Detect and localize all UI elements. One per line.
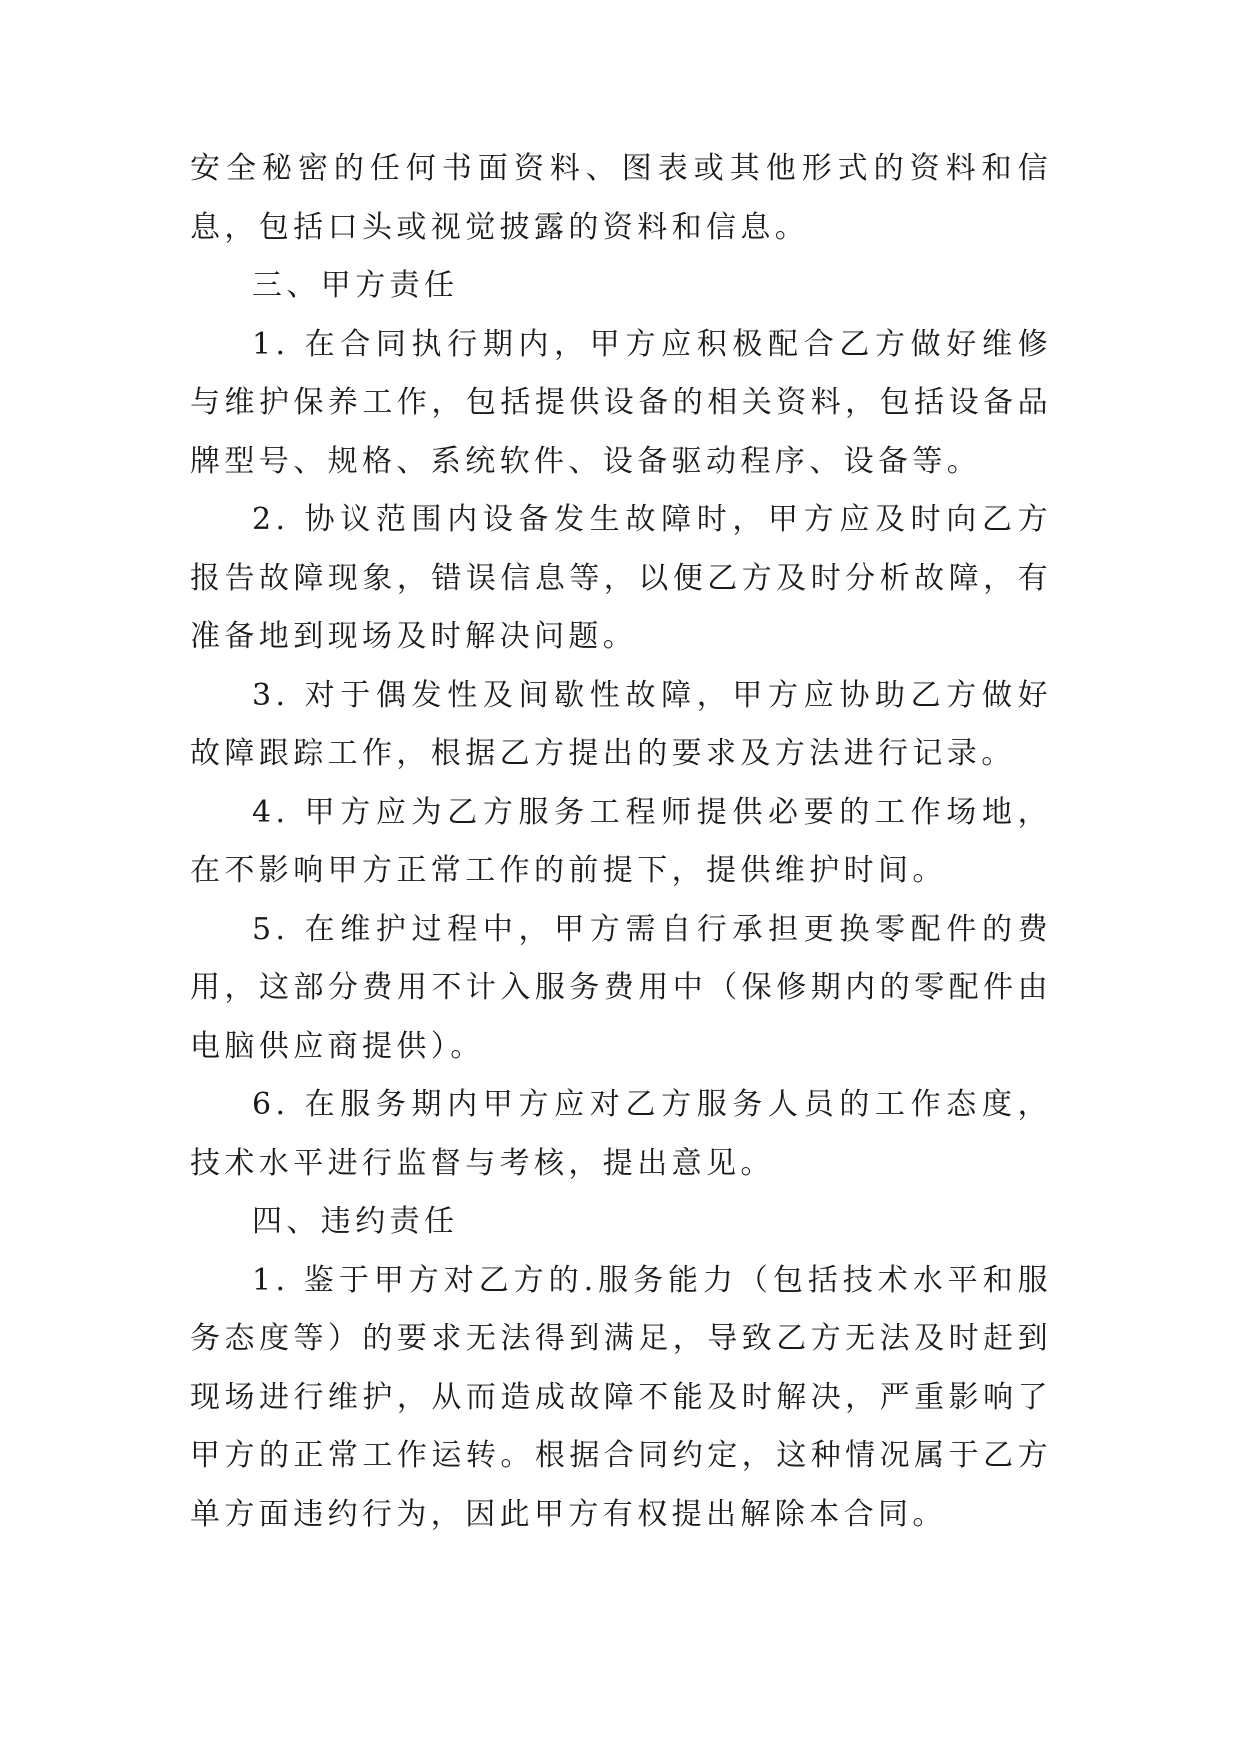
clause-3-6: 6. 在服务期内甲方应对乙方服务人员的工作态度，技术水平进行监督与考核，提出意见。 [190, 1087, 1052, 1181]
heading-breach-liability: 四、违约责任 [252, 1204, 459, 1239]
heading-party-a-responsibilities: 三、甲方责任 [252, 268, 459, 303]
clause-3-5: 5. 在维护过程中，甲方需自行承担更换零配件的费用，这部分费用不计入服务费用中（保修期内的零配件由电脑供应商提供）。 [190, 911, 1052, 1064]
paragraph-confidential-info: 安全秘密的任何书面资料、图表或其他形式的资料和信息，包括口头或视觉披露的资料和信息。 [190, 151, 1052, 245]
clause-3-1: 1. 在合同执行期内，甲方应积极配合乙方做好维修与维护保养工作，包括提供设备的相关资料，包括设备品牌型号、规格、系统软件、设备驱动程序、设备等。 [190, 326, 1052, 479]
clause-3-2: 2. 协议范围内设备发生故障时，甲方应及时向乙方报告故障现象，错误信息等，以便乙方及时分析故障，有准备地到现场及时解决问题。 [190, 502, 1052, 654]
clause-3-3: 3. 对于偶发性及间歇性故障，甲方应协助乙方做好故障跟踪工作，根据乙方提出的要求及方法进行记录。 [190, 677, 1052, 771]
document-page [190, 140, 1052, 1544]
clause-4-1: 1. 鉴于甲方对乙方的.服务能力（包括技术水平和服务态度等）的要求无法得到满足，导致乙方无法及时赶到现场进行维护，从而造成故障不能及时解决，严重影响了甲方的正常工作运转。根据合同约定，这种情况属于乙方单方面违约行为，因此甲方有权提出解除本合同。 [190, 1262, 1052, 1532]
clause-3-4: 4. 甲方应为乙方服务工程师提供必要的工作场地，在不影响甲方正常工作的前提下，提供维护时间。 [190, 794, 1052, 888]
